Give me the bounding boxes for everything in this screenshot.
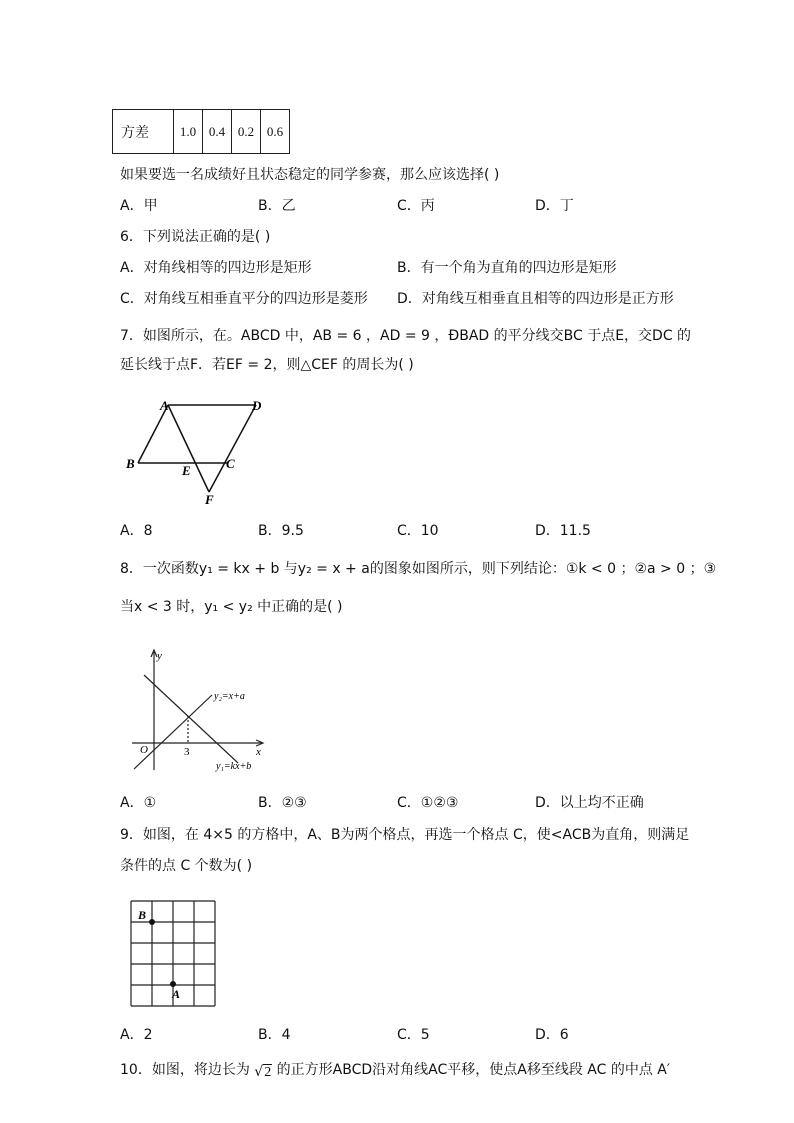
sqrt-expression: √2	[254, 1064, 272, 1080]
sqrt-radicand: 2	[264, 1065, 272, 1080]
q10-stem	[120, 1059, 670, 1081]
variance-cell-1: 1.0	[174, 110, 203, 154]
q10-suffix: 的正方形ABCD沿对角线AC平移，使点A移至线段 AC 的中点 A′	[276, 1062, 671, 1078]
q9-option-b: B．4	[258, 1027, 291, 1043]
q9-stem-line1: 9．如图，在 4×5 的方格中，A、B为两个格点，再选一个格点 C，使<ACB为直角，则满足	[120, 827, 690, 843]
q8-stem-line2: 当x < 3 时，y₁ < y₂ 中正确的是( )	[120, 599, 343, 615]
q7-option-d: D．11.5	[535, 523, 591, 539]
variance-cell-2: 0.4	[203, 110, 232, 154]
grid-figure	[124, 896, 220, 1008]
label-F: F	[205, 492, 214, 506]
variance-cell-3: 0.2	[232, 110, 261, 154]
variance-header-cell: 方差	[113, 110, 174, 154]
q7-stem-line1: 7．如图所示，在。ABCD 中，AB = 6 ，AD = 9 ，ÐBAD 的平分线交BC 于点E，交DC 的	[120, 328, 692, 344]
q6-option-c: C．对角线互相垂直平分的四边形是菱形	[120, 291, 368, 307]
label-A: A	[160, 398, 169, 413]
q8-stem-line1: 8．一次函数y₁ = kx + b 与y₂ = x + a的图象如图所示，则下列结论：①k < 0 ；②a > 0 ；③	[120, 561, 717, 577]
q7-option-a: A．8	[120, 523, 153, 539]
q7-stem-line2: 延长线于点F．若EF = 2，则△CEF 的周长为( )	[120, 357, 414, 373]
point-B	[149, 919, 155, 925]
q5-option-c: C．丙	[397, 198, 435, 214]
q5-option-a: A．甲	[120, 198, 158, 214]
y1-line-label: y₁=kx+b	[216, 761, 252, 772]
y-axis-label: y	[157, 650, 162, 662]
q8-option-d: D．以上均不正确	[535, 795, 644, 811]
q8-option-a: A．①	[120, 795, 157, 811]
parallelogram-figure	[124, 394, 274, 506]
q10-prefix: 10．如图，将边长为	[120, 1062, 250, 1078]
q6-stem: 6．下列说法正确的是( )	[120, 229, 271, 245]
q9-option-a: A．2	[120, 1027, 153, 1043]
label-C: C	[226, 456, 235, 471]
q9-option-c: C．5	[397, 1027, 430, 1043]
q7-option-c: C．10	[397, 523, 439, 539]
linear-functions-graph	[130, 645, 275, 775]
origin-label: O	[140, 744, 148, 756]
label-E: E	[182, 463, 191, 478]
q7-option-b: B．9.5	[258, 523, 304, 539]
label-D: D	[252, 398, 262, 413]
table-row	[113, 110, 290, 154]
q5-stem: 如果要选一名成绩好且状态稳定的同学参赛，那么应该选择( )	[120, 167, 500, 183]
line-y1	[144, 675, 238, 763]
q8-option-b: B．②③	[258, 795, 307, 811]
q6-option-a: A．对角线相等的四边形是矩形	[120, 260, 312, 276]
grid-label-A: A	[172, 987, 181, 1001]
q8-option-c: C．①②③	[397, 795, 459, 811]
q9-stem-line2: 条件的点 C 个数为( )	[120, 858, 253, 874]
y2-line-label: y₂=x+a	[214, 691, 245, 702]
q6-option-b: B．有一个角为直角的四边形是矩形	[397, 260, 617, 276]
grid-label-B: B	[138, 908, 147, 922]
q6-option-d: D．对角线互相垂直且相等的四边形是正方形	[397, 291, 674, 307]
x-axis-label: x	[256, 746, 261, 758]
q5-option-b: B．乙	[258, 198, 296, 214]
line-y2	[134, 695, 212, 769]
q5-option-d: D．丁	[535, 198, 574, 214]
tick-3-label: 3	[184, 746, 190, 758]
q9-option-d: D．6	[535, 1027, 569, 1043]
label-B: B	[126, 456, 135, 471]
variance-cell-4: 0.6	[261, 110, 290, 154]
variance-table	[112, 109, 290, 154]
